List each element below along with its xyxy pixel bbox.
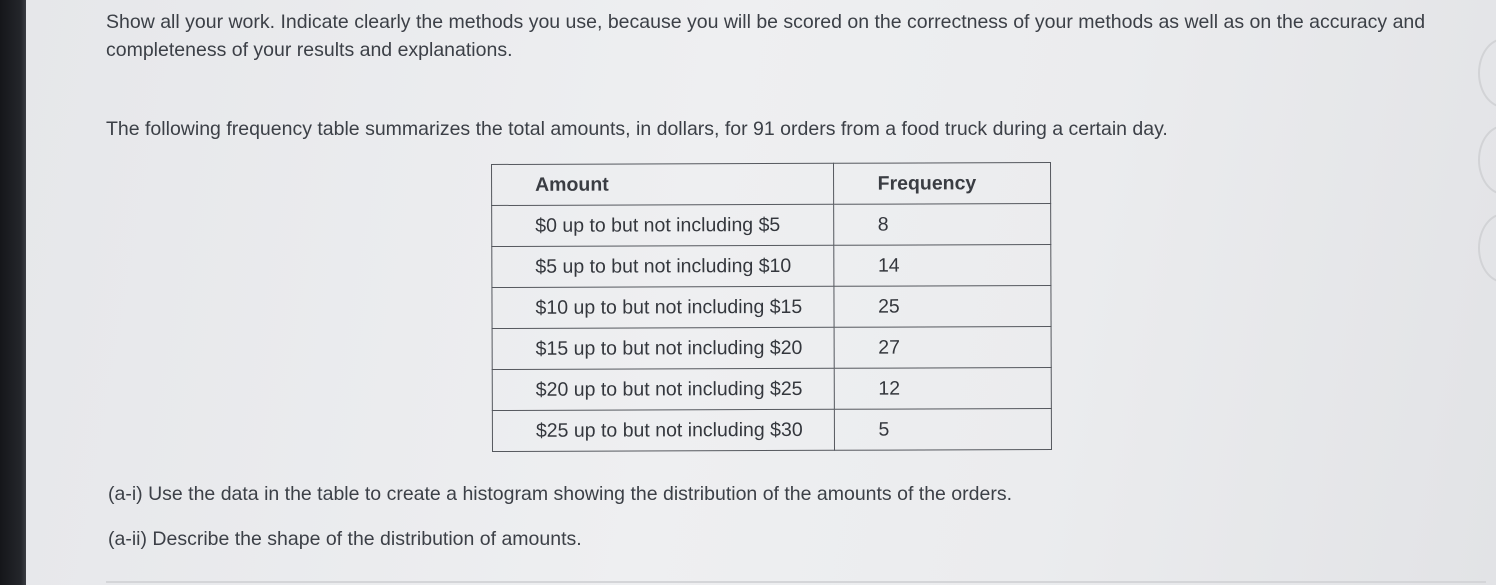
frequency-table	[491, 162, 1052, 452]
table-row	[492, 409, 1051, 452]
table-row	[492, 204, 1051, 247]
question-screen	[26, 0, 1496, 585]
table-row	[492, 327, 1051, 370]
device-bezel	[0, 0, 26, 585]
amount-cell: $20 up to but not including $25	[492, 368, 834, 410]
amount-cell: $5 up to but not including $10	[492, 245, 834, 287]
frequency-cell: 14	[833, 245, 1051, 287]
question-part-a-ii: (a-ii) Describe the shape of the distribution of amounts.	[108, 528, 582, 550]
table-header-row	[492, 163, 1051, 206]
question-part-a-i: (a-i) Use the data in the table to create a histogram showing the distribution of the amounts of the orders.	[108, 483, 1012, 505]
frequency-cell: 5	[834, 409, 1052, 451]
scroll-handle-decoration	[1478, 38, 1496, 108]
header-amount: Amount	[492, 163, 834, 205]
table-row	[492, 286, 1051, 329]
frequency-cell: 8	[833, 204, 1051, 246]
amount-cell: $15 up to but not including $20	[492, 327, 834, 369]
amount-cell: $0 up to but not including $5	[492, 204, 834, 246]
instructions-text: Show all your work. Indicate clearly the methods you use, because you will be scored on the correctness of your methods as well as on the accuracy and completeness of your results and explanations.	[106, 11, 1426, 61]
header-frequency: Frequency	[833, 163, 1051, 205]
divider	[106, 581, 1486, 583]
scroll-handle-decoration	[1478, 213, 1496, 283]
amount-cell: $25 up to but not including $30	[492, 409, 834, 451]
table-row	[492, 368, 1051, 411]
table-row	[492, 245, 1051, 288]
scroll-handle-decoration	[1478, 125, 1496, 195]
amount-cell: $10 up to but not including $15	[492, 286, 834, 328]
question-stem: The following frequency table summarizes the total amounts, in dollars, for 91 orders from a food truck during a certain day.	[106, 118, 1168, 140]
frequency-cell: 27	[834, 327, 1052, 369]
frequency-cell: 12	[834, 368, 1052, 410]
frequency-cell: 25	[833, 286, 1051, 328]
